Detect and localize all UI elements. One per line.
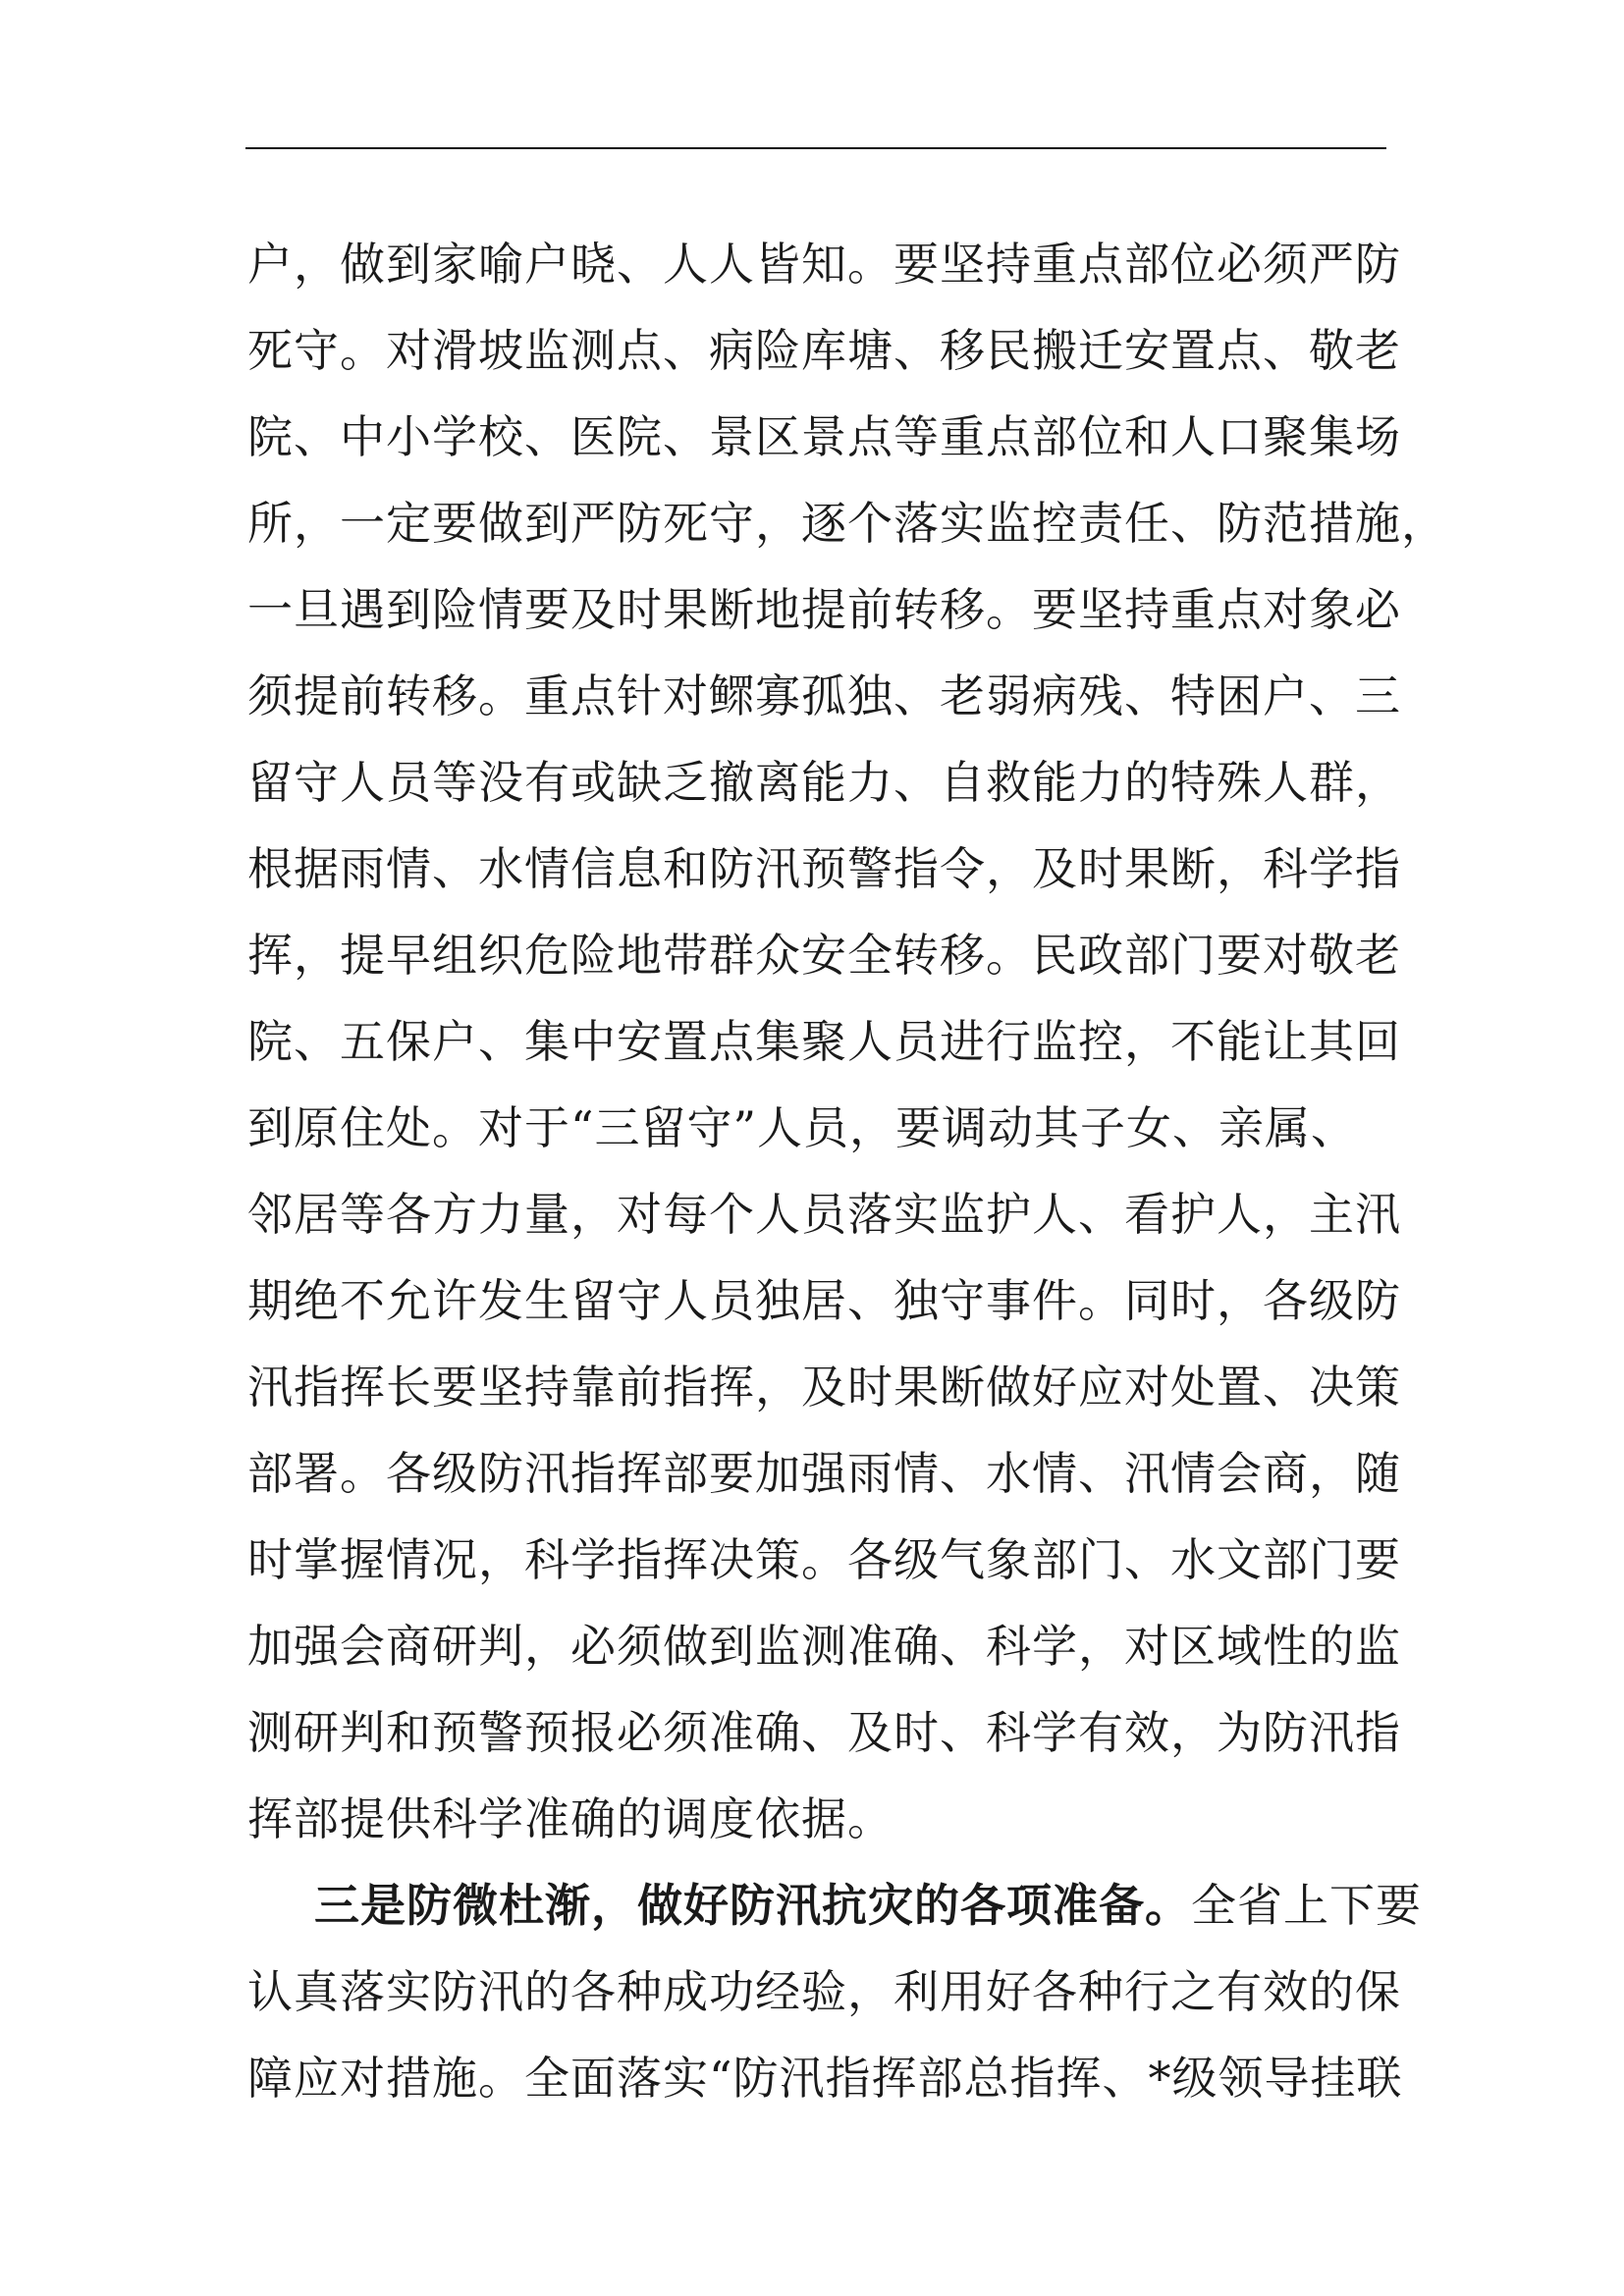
section-heading: 三是防微杜渐，做好防汛抗灾的各项准备。	[314, 1879, 1191, 1932]
text-line: 死守。对滑坡监测点、病险库塘、移民搬迁安置点、敬老	[247, 324, 1401, 377]
text-line: 加强会商研判，必须做到监测准确、科学，对区域性的监	[247, 1620, 1401, 1673]
text-line: 根据雨情、水情信息和防汛预警指令，及时果断，科学指	[247, 842, 1401, 895]
text-line: 须提前转移。重点针对鳏寡孤独、老弱病残、特困户、三	[247, 669, 1401, 722]
document-body	[247, 221, 1447, 2121]
header-rule	[245, 147, 1386, 149]
text-line: 所，一定要做到严防死守，逐个落实监控责任、防范措施，	[247, 497, 1447, 550]
text-line: 挥部提供科学准确的调度依据。	[247, 1792, 893, 1845]
text-line: 测研判和预警预报必须准确、及时、科学有效，为防汛指	[247, 1706, 1401, 1759]
text-line: 部署。各级防汛指挥部要加强雨情、水情、汛情会商，随	[247, 1447, 1401, 1500]
text-line: 认真落实防汛的各种成功经验，利用好各种行之有效的保	[247, 1965, 1401, 2018]
text-line: 期绝不允许发生留守人员独居、独守事件。同时，各级防	[247, 1274, 1401, 1327]
text-line: 汛指挥长要坚持靠前指挥，及时果断做好应对处置、决策	[247, 1361, 1401, 1414]
text-line: 挥，提早组织危险地带群众安全转移。民政部门要对敬老	[247, 929, 1401, 982]
text-line: 障应对措施。全面落实“防汛指挥部总指挥、*级领导挂联	[247, 2052, 1403, 2105]
text-line: 留守人员等没有或缺乏撤离能力、自救能力的特殊人群，	[247, 756, 1401, 809]
text-line: 时掌握情况，科学指挥决策。各级气象部门、水文部门要	[247, 1533, 1401, 1586]
text-line: 一旦遇到险情要及时果断地提前转移。要坚持重点对象必	[247, 583, 1401, 636]
text-line: 户，做到家喻户晓、人人皆知。要坚持重点部位必须严防	[247, 238, 1401, 291]
text-line: 邻居等各方力量，对每个人员落实监护人、看护人，主汛	[247, 1188, 1401, 1241]
text-line: 院、中小学校、医院、景区景点等重点部位和人口聚集场	[247, 410, 1401, 463]
text-line: 院、五保户、集中安置点集聚人员进行监控，不能让其回	[247, 1015, 1401, 1068]
section-heading-tail: 全省上下要	[1191, 1879, 1422, 1932]
text-line: 到原住处。对于“三留守”人员，要调动其子女、亲属、	[247, 1101, 1358, 1154]
section-heading-line	[247, 1862, 1422, 1949]
